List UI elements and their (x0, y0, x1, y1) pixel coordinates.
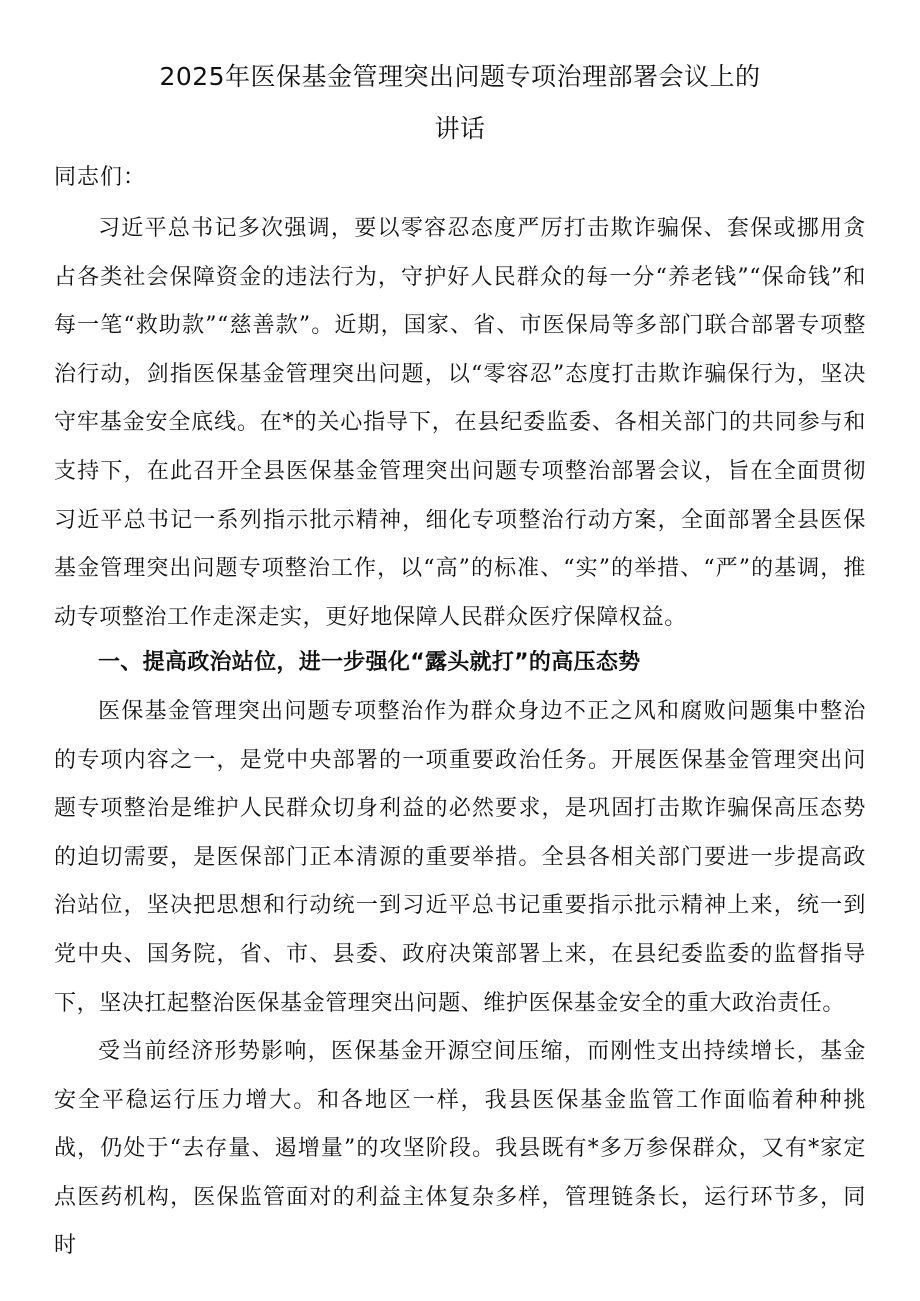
body-paragraph-2: 医保基金管理突出问题专项整治作为群众身边不正之风和腐败问题集中整治的专项内容之一，是党中央部署的一项重要政治任务。开展医保基金管理突出问题专项整治是维护人民群众切身利益的必然要求，是巩固打击欺诈骗保高压态势的迫切需要，是医保部门正本清源的重要举措。全县各相关部门要进一步提高政治站位，坚决把思想和行动统一到习近平总书记重要指示批示精神上来，统一到党中央、国务院，省、市、县委、政府决策部署上来，在县纪委监委的监督指导下，坚决扛起整治医保基金管理突出问题、维护医保基金安全的重大政治责任。 (54, 699, 866, 1016)
salutation: 同志们： (54, 165, 147, 190)
document-title-line-1: 2025年医保基金管理突出问题专项治理部署会议上的 (159, 62, 761, 91)
document-title-line-2: 讲话 (434, 114, 486, 143)
body-paragraph-3: 受当前经济形势影响，医保基金开源空间压缩，而刚性支出持续增长，基金安全平稳运行压力增大。和各地区一样，我县医保基金监管工作面临着种种挑战，仍处于“去存量、遏增量”的攻坚阶段。我县既有*多万参保群众，又有*家定点医药机构，医保监管面对的利益主体复杂多样，管理链条长，运行环节多，同时 (54, 1039, 866, 1259)
section-heading-1: 一、提高政治站位，进一步强化“露头就打”的高压态势 (98, 650, 641, 675)
body-paragraph-1: 习近平总书记多次强调，要以零容忍态度严厉打击欺诈骗保、套保或挪用贪占各类社会保障资金的违法行为，守护好人民群众的每一分“养老钱”“保命钱”和每一笔“救助款”“慈善款”。近期，国家、省、市医保局等多部门联合部署专项整治行动，剑指医保基金管理突出问题，以“零容忍”态度打击欺诈骗保行为，坚决守牢基金安全底线。在*的关心指导下，在县纪委监委、各相关部门的共同参与和支持下，在此召开全县医保基金管理突出问题专项整治部署会议，旨在全面贯彻习近平总书记一系列指示批示精神，细化专项整治行动方案，全面部署全县医保基金管理突出问题专项整治工作，以“高”的标准、“实”的举措、“严”的基调，推动专项整治工作走深走实，更好地保障人民群众医疗保障权益。 (54, 216, 866, 630)
